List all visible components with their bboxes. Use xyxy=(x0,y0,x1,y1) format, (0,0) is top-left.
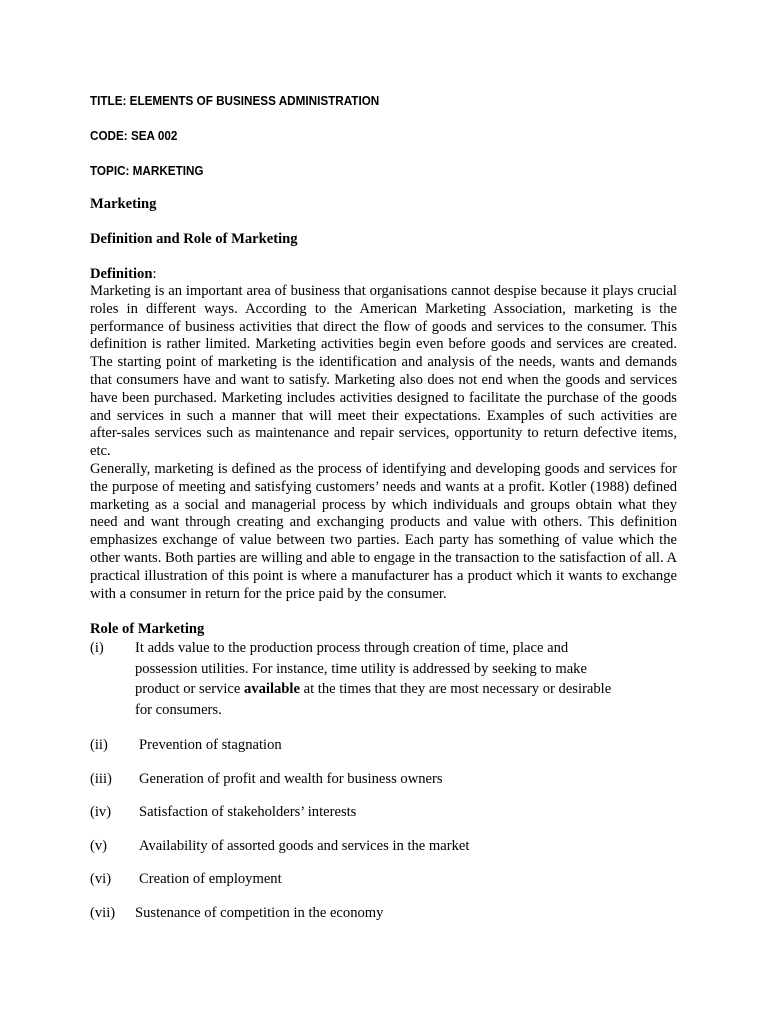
doc-topic: TOPIC: MARKETING xyxy=(90,163,204,178)
list-item xyxy=(90,904,677,922)
definition-colon: : xyxy=(152,266,157,282)
list-item xyxy=(90,770,677,788)
list-item-text: Sustenance of competition in the economy xyxy=(135,904,384,921)
list-item-text: Availability of assorted goods and services in the market xyxy=(139,837,470,854)
list-item-text: Prevention of stagnation xyxy=(139,736,282,753)
list-item xyxy=(90,736,677,754)
section-heading-role: Role of Marketing xyxy=(90,621,205,638)
list-item-text-bold: available xyxy=(244,681,300,698)
list-item-number: (iv) xyxy=(90,804,112,821)
doc-title: TITLE: ELEMENTS OF BUSINESS ADMINISTRATION xyxy=(90,93,380,108)
definition-label-text: Definition xyxy=(90,266,153,282)
list-item-text-part: It adds value to the production process through creation of time, place and possession utilities. For instance, time utility is addressed by seeking to make product or service xyxy=(135,640,587,698)
list-item-number: (ii) xyxy=(90,736,108,753)
doc-code: CODE: SEA 002 xyxy=(90,128,178,143)
list-item-number: (i) xyxy=(90,640,104,657)
definition-label xyxy=(90,265,677,283)
list-item-number: (vi) xyxy=(90,871,112,888)
list-item xyxy=(90,870,677,888)
list-item xyxy=(90,837,677,855)
list-item-text: Generation of profit and wealth for business owners xyxy=(139,770,443,787)
section-heading-definition-role: Definition and Role of Marketing xyxy=(90,231,298,247)
paragraph-definition: Marketing is an important area of business that organisations cannot despise because it plays crucial roles in different ways. According to the American Marketing Association, marketing is the performance of business activities that direct the flow of goods and services to the consumer. This definition is rather limited. Marketing activities begin even before goods and services are created. The starting point of marketing is the identification and analysis of the needs, wants and demands that consumers have and want to satisfy. Marketing also does not end when the goods and services have been purchased. Marketing includes activities designed to facilitate the purchase of the goods and services in such a manner that will meet their expectations. Examples of such activities are after-sales services such as maintenance and repair services, opportunity to return defective items, etc. xyxy=(90,283,677,460)
list-item-text: Creation of employment xyxy=(139,871,282,888)
paragraph-general: Generally, marketing is defined as the process of identifying and developing goods and services for the purpose of meeting and satisfying customers’ needs and wants at a profit. Kotler (1988) defined marketing as a social and managerial process by which individuals and groups obtain what they need and want through creating and exchanging products and value with others. This definition emphasizes exchange of value between two parties. Each party has something of value which the other wants. Both parties are willing and able to engage in the transaction to the satisfaction of all. A practical illustration of this point is where a manufacturer has a product which it wants to exchange with a consumer in return for the price paid by the consumer. xyxy=(90,460,677,602)
role-list xyxy=(90,638,677,922)
list-item xyxy=(90,638,677,720)
list-item-number: (iii) xyxy=(90,770,112,787)
list-item-text-part: at the times that they are most necessary or desirable for consumers. xyxy=(135,681,612,718)
list-item xyxy=(90,803,677,821)
list-item-text xyxy=(135,638,677,720)
section-heading-marketing: Marketing xyxy=(90,196,157,212)
document-page xyxy=(90,93,677,922)
list-item-number: (vii) xyxy=(90,904,116,921)
list-item-text: Satisfaction of stakeholders’ interests xyxy=(139,804,357,821)
list-item-number: (v) xyxy=(90,837,108,854)
